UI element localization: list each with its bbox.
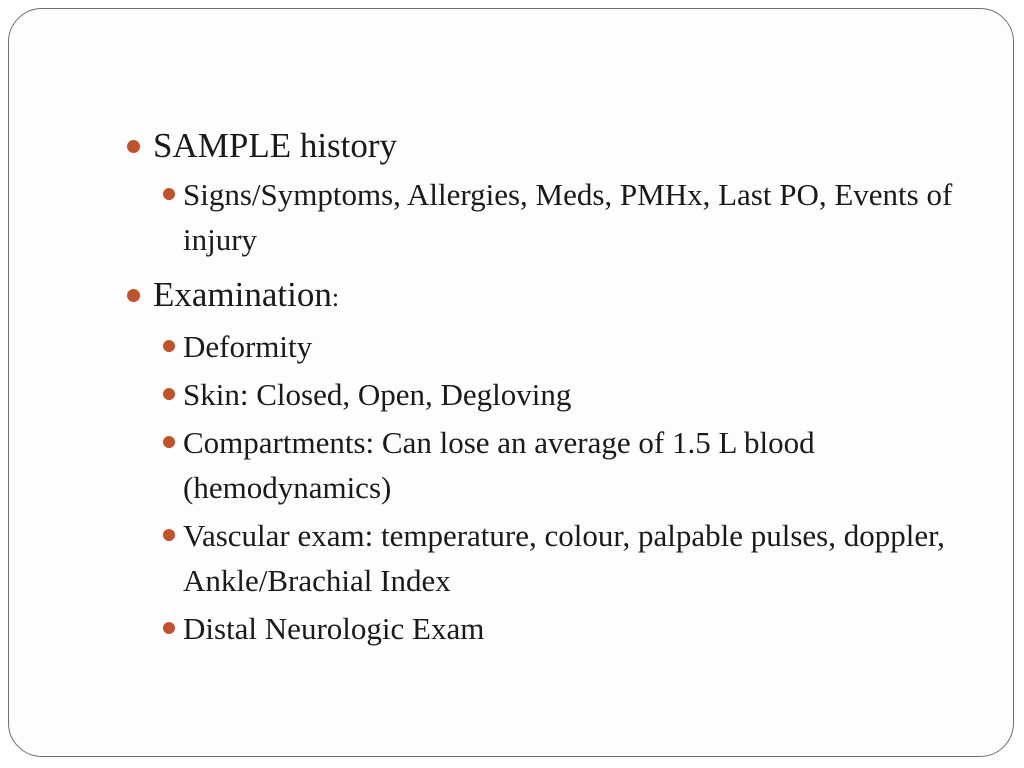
bullet-dot-icon xyxy=(127,289,140,302)
bullet-dot-icon xyxy=(163,436,175,448)
bullet-colon: : xyxy=(331,283,340,312)
sub-bullet-deformity xyxy=(117,324,987,369)
bullet-dot-icon xyxy=(163,340,175,352)
bullet-dot-icon xyxy=(163,388,175,400)
sub-bullet-text: Skin: Closed, Open, Degloving xyxy=(183,377,572,412)
bullet-list xyxy=(117,123,987,651)
sub-bullet-sample-details xyxy=(117,172,987,262)
bullet-dot-icon xyxy=(163,188,175,200)
bullet-dot-icon xyxy=(163,622,175,634)
sub-bullet-distal-neurologic xyxy=(117,606,987,651)
bullet-examination xyxy=(117,272,987,321)
sub-bullet-compartments xyxy=(117,420,987,510)
bullet-text: SAMPLE history xyxy=(153,126,398,165)
bullet-dot-icon xyxy=(163,529,175,541)
bullet-text: Examination xyxy=(153,275,332,314)
sub-bullet-text: Distal Neurologic Exam xyxy=(183,611,485,646)
sub-bullet-text: Vascular exam: temperature, colour, palpable pulses, doppler, Ankle/Brachial Index xyxy=(183,518,945,598)
sub-bullet-text: Signs/Symptoms, Allergies, Meds, PMHx, Last PO, Events of injury xyxy=(183,177,953,257)
sub-bullet-vascular-exam xyxy=(117,513,987,603)
sub-bullet-skin xyxy=(117,372,987,417)
sub-bullet-text: Deformity xyxy=(183,329,313,364)
bullet-dot-icon xyxy=(127,140,140,153)
slide-frame xyxy=(8,8,1014,757)
bullet-sample-history xyxy=(117,123,987,169)
sub-bullet-text: Compartments: Can lose an average of 1.5 L blood (hemodynamics) xyxy=(183,425,815,505)
